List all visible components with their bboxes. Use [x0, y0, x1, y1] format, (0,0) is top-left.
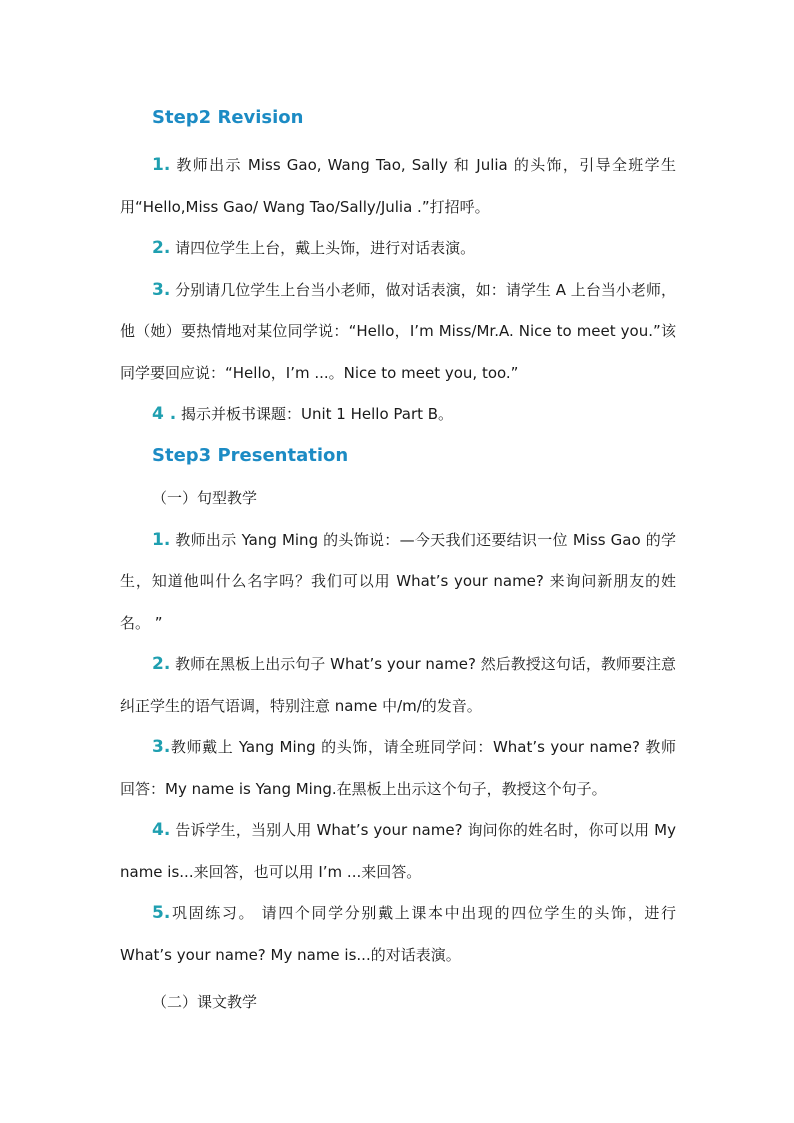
item-number: 3.: [152, 279, 171, 300]
step3-item-1: [120, 520, 676, 645]
item-text: 分别请几位学生上台当小老师，做对话表演，如：请学生 A 上台当小老师，他（她）要热情地对某位同学说：“Hello，I’m Miss/Mr.A. Nice to meet you.”该同学要回应说：“Hello，I’m ...。Nice to meet you, too.”: [120, 280, 676, 382]
item-text: 告诉学生，当别人用 What’s your name? 询问你的姓名时，你可以用 My name is...来回答，也可以用 I’m ...来回答。: [120, 821, 676, 881]
item-number: 4 .: [152, 404, 177, 424]
step2-item-4: [120, 394, 676, 436]
step2-heading: Step2 Revision: [152, 107, 304, 128]
item-number: 1.: [152, 155, 171, 175]
item-number: 4.: [152, 820, 171, 840]
step2-item-3: [120, 270, 676, 395]
step3-heading: Step3 Presentation: [152, 444, 349, 466]
subheading-text-teaching: （二）课文教学: [152, 993, 258, 1011]
item-text: 教师出示 Yang Ming 的头饰说：—今天我们还要结识一位 Miss Gao 的学生，知道他叫什么名字吗？我们可以用 What’s your name? 来询问新朋友的姓名。 ”: [120, 530, 676, 632]
item-text: 教师在黑板上出示句子 What’s your name? 然后教授这句话，教师要注意纠正学生的语气语调，特别注意 name 中/m/的发音。: [120, 655, 676, 715]
step3-item-2: [120, 644, 676, 727]
item-text: 巩固练习。 请四个同学分别戴上课本中出现的四位学生的头饰，进行 What’s your name? My name is...的对话表演。: [120, 904, 676, 964]
item-number: 2.: [152, 238, 171, 258]
step2-item-2: [120, 228, 676, 270]
step3-item-4: [120, 810, 676, 893]
step3-item-5: [120, 893, 676, 976]
step2-item-1: [120, 145, 676, 228]
item-text: 教师出示 Miss Gao, Wang Tao, Sally 和 Julia 的头饰，引导全班学生用“Hello,Miss Gao/ Wang Tao/Sally/Julia .”打招呼。: [120, 156, 676, 216]
item-number: 2.: [152, 654, 171, 674]
item-number: 1.: [152, 529, 171, 550]
item-text: 教师戴上 Yang Ming 的头饰，请全班同学问：What’s your name? 教师回答：My name is Yang Ming.在黑板上出示这个句子，教授这个句子。: [120, 738, 676, 798]
item-text: 请四位学生上台，戴上头饰，进行对话表演。: [170, 239, 476, 257]
item-number: 5.: [152, 903, 171, 923]
item-text: 揭示并板书课题：Unit 1 Hello Part B。: [176, 405, 454, 423]
item-number: 3.: [152, 737, 171, 757]
step3-item-3: [120, 727, 676, 810]
subheading-sentence-teaching: （一）句型教学: [152, 488, 258, 507]
